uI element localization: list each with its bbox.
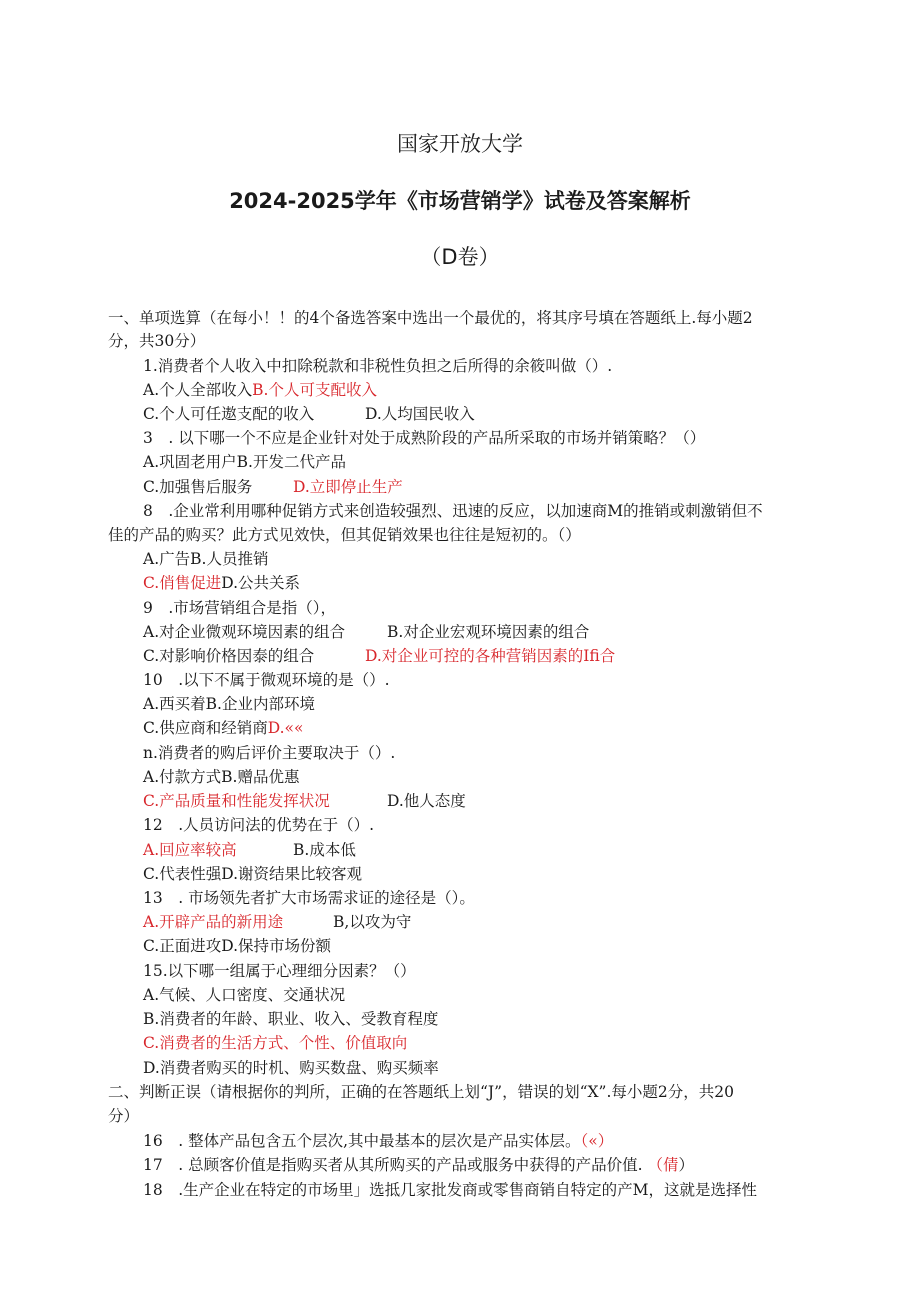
- exam-title: 2024-2025学年《市场营销学》试卷及答案解析: [229, 189, 691, 213]
- q12-option-c: C.代表性强: [143, 865, 222, 883]
- q8-option-b: B.人员推销: [190, 550, 269, 568]
- q10-option-d-answer: D.««: [267, 719, 304, 737]
- q12-option-d: D.谢资结果比较客观: [221, 865, 363, 883]
- q18-stem: 18 .生产企业在特定的市场里」选抵几家批发商或零售商销自特定的产M，这就是选择性: [143, 1181, 758, 1199]
- q9-option-b: B.对企业宏观环境因素的组合: [387, 623, 590, 641]
- q3-stem: 3 . 以下哪一个不应是企业针对处于成熟阶段的产品所采取的市场并销策略？（）: [143, 429, 706, 447]
- q1-option-a: A.个人全部收入: [143, 381, 253, 399]
- section1-heading-line1: 一、单项选算（在每小！！的4个备选答案中选出一个最优的，将其序号填在答题纸上.每小题2: [108, 309, 753, 327]
- section1-heading-line2: 分，共30分）: [108, 332, 206, 350]
- q15-option-d: D.消费者购买的时机、购买数盘、购买频率: [143, 1059, 439, 1077]
- q8-options-cd: [143, 573, 300, 593]
- q9-option-a: A.对企业微观环境因素的组合: [143, 623, 346, 641]
- q1-stem: 1.消费者个人收入中扣除税款和非税性负担之后所得的余筱叫做（）.: [143, 357, 613, 375]
- q10-stem: 10 .以下不属于微观环境的是（）.: [143, 671, 390, 689]
- q10-options-cd: [143, 718, 304, 738]
- q15-stem: 15.以下哪一组属于心理细分因素？（）: [143, 962, 416, 980]
- q13-option-d: D.保持市场份额: [221, 937, 332, 955]
- q17-answer-open: （: [647, 1156, 663, 1174]
- q17-line: [143, 1155, 694, 1175]
- q8-stem-line1: 8 .企业常利用哪种促销方式来创造较强烈、迅速的反应，以加速商M的推销或刺激销但不: [143, 502, 763, 520]
- q8-stem-line2: 佳的产品的购买？此方式见效快，但其促销效果也往往是短初的。（）: [108, 526, 581, 544]
- q10-options-ab: [143, 694, 315, 714]
- q17-answer: 倩: [662, 1156, 679, 1174]
- q13-option-b: B,以攻为守: [333, 913, 412, 931]
- q8-options-ab: [143, 549, 268, 569]
- section2-heading-line2: 分）: [108, 1107, 140, 1125]
- q3-options-ab: [143, 452, 346, 472]
- section2-heading-line1: 二、判断正误（请根据你的判所，正确的在答题纸上划“J”，错误的划“X”.每小题2分，共20: [108, 1083, 734, 1101]
- university-title: 国家开放大学: [397, 132, 523, 156]
- q11-option-d: D.他人态度: [387, 792, 466, 810]
- q3-option-c: C.加强售后服务: [143, 478, 253, 496]
- q11-option-c-answer: C.产品质量和性能发挥状况: [143, 792, 330, 810]
- q12-option-a-answer: A.回应率较高: [143, 841, 237, 859]
- q11-stem: n.消费者的购后评价主要取决于（）.: [143, 744, 396, 762]
- q11-options-ab: [143, 767, 299, 787]
- paper-version: （D卷）: [420, 245, 500, 269]
- q3-option-b: B.开发二代产品: [236, 453, 346, 471]
- q8-option-c-answer: C.俏售促进: [143, 574, 222, 592]
- q8-option-a: A.广告: [143, 550, 191, 568]
- q9-option-d-answer: D.对企业可控的各种营销因素的Ifi合: [365, 647, 616, 665]
- q12-options-cd: [143, 864, 362, 884]
- q10-option-a: A.西买着: [143, 695, 206, 713]
- q3-option-d-answer: D.立即停止生产: [293, 478, 403, 496]
- q13-options-cd: [143, 936, 331, 956]
- q8-option-d: D.公共关系: [221, 574, 301, 592]
- q12-option-b: B.成本低: [293, 841, 356, 859]
- q1-option-d: D.人均国民收入: [365, 405, 475, 423]
- q15-option-b: B.消费者的年龄、职业、收入、受教育程度: [143, 1010, 439, 1028]
- q16-line: [143, 1131, 613, 1151]
- q16-stem: 16 . 整体产品包含五个层次,其中最基本的层次是产品实体层。: [143, 1132, 581, 1150]
- q1-option-b-answer: B.个人可支配收入: [252, 381, 377, 399]
- q16-answer: （«）: [580, 1132, 614, 1150]
- q9-option-c: C.对影响价格因泰的组合: [143, 647, 315, 665]
- q13-option-c: C.正面进攻: [143, 937, 222, 955]
- q1-option-c: C.个人可任遨支配的收入: [143, 405, 315, 423]
- q15-option-c-answer: C.消费者的生活方式、个性、价值取向: [143, 1034, 408, 1052]
- q10-option-b: B.企业内部环境: [205, 695, 315, 713]
- q9-stem: 9 .市场营销组合是指（），: [143, 599, 337, 617]
- q13-stem: 13 . 市场领先者扩大市场需求证的途径是（）。: [143, 889, 475, 907]
- q3-option-a: A.巩固老用户: [143, 453, 237, 471]
- q10-option-c: C.供应商和经销商: [143, 719, 268, 737]
- q12-stem: 12 .人员访问法的优势在于（）.: [143, 816, 375, 834]
- q11-option-b: B.赠品优惠: [221, 768, 300, 786]
- q17-stem: 17 . 总顾客价值是指购买者从其所购买的产品或服务中获得的产品价值.: [143, 1156, 648, 1174]
- q13-option-a-answer: A.开辟产品的新用途: [143, 913, 284, 931]
- q1-options-ab: [143, 380, 377, 400]
- q11-option-a: A.付款方式: [143, 768, 222, 786]
- q15-option-a: A.气候、人口密度、交通状况: [143, 986, 346, 1004]
- q17-answer-close: ）: [678, 1156, 694, 1174]
